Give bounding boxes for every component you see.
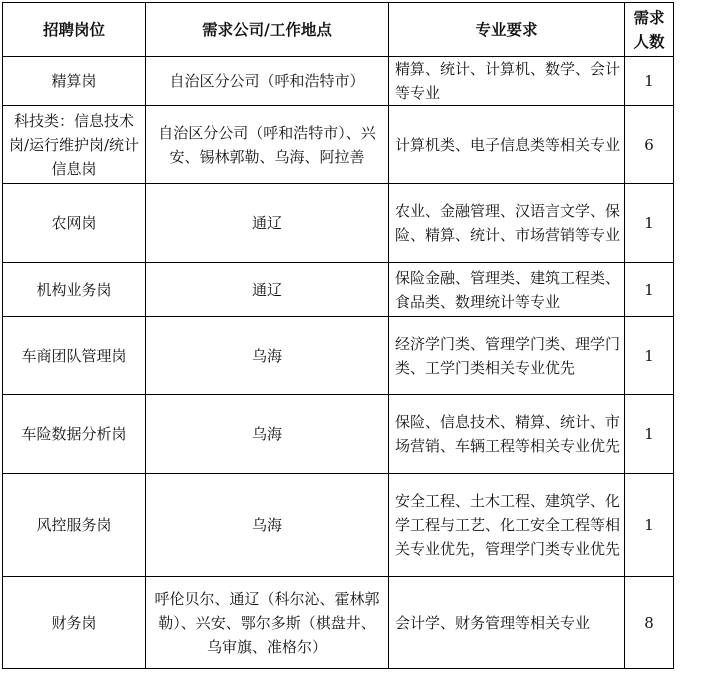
cell-position: 风控服务岗 — [3, 474, 146, 577]
cell-location: 自治区分公司（呼和浩特市）、兴安、锡林郭勒、乌海、阿拉善 — [146, 106, 389, 184]
cell-position: 科技类：信息技术岗/运行维护岗/统计信息岗 — [3, 106, 146, 184]
cell-position: 财务岗 — [3, 577, 146, 669]
header-position: 招聘岗位 — [3, 3, 146, 57]
cell-count: 1 — [625, 57, 674, 106]
cell-count: 1 — [625, 263, 674, 317]
header-row — [3, 3, 674, 57]
header-major: 专业要求 — [389, 3, 625, 57]
header-location: 需求公司/工作地点 — [146, 3, 389, 57]
table-row — [3, 474, 674, 577]
cell-location: 通辽 — [146, 263, 389, 317]
cell-count: 1 — [625, 317, 674, 395]
cell-count: 1 — [625, 474, 674, 577]
cell-location: 乌海 — [146, 474, 389, 577]
cell-position: 农网岗 — [3, 184, 146, 263]
table-row — [3, 106, 674, 184]
table-row — [3, 263, 674, 317]
cell-location: 乌海 — [146, 395, 389, 474]
cell-location: 自治区分公司（呼和浩特市） — [146, 57, 389, 106]
cell-location: 通辽 — [146, 184, 389, 263]
cell-location: 乌海 — [146, 317, 389, 395]
table-row — [3, 57, 674, 106]
cell-location: 呼伦贝尔、通辽（科尔沁、霍林郭勒）、兴安、鄂尔多斯（棋盘井、乌审旗、准格尔） — [146, 577, 389, 669]
cell-position: 车商团队管理岗 — [3, 317, 146, 395]
header-count: 需求人数 — [625, 3, 674, 57]
cell-major: 会计学、财务管理等相关专业 — [389, 577, 625, 669]
cell-count: 8 — [625, 577, 674, 669]
recruitment-table-wrapper — [2, 2, 674, 669]
cell-major: 精算、统计、计算机、数学、会计等专业 — [389, 57, 625, 106]
recruitment-table — [2, 2, 674, 669]
cell-position: 车险数据分析岗 — [3, 395, 146, 474]
cell-major: 保险金融、管理类、建筑工程类、食品类、数理统计等专业 — [389, 263, 625, 317]
cell-count: 6 — [625, 106, 674, 184]
cell-major: 农业、金融管理、汉语言文学、保险、精算、统计、市场营销等专业 — [389, 184, 625, 263]
table-row — [3, 395, 674, 474]
cell-major: 经济学门类、管理学门类、理学门类、工学门类相关专业优先 — [389, 317, 625, 395]
table-row — [3, 317, 674, 395]
cell-position: 机构业务岗 — [3, 263, 146, 317]
table-row — [3, 184, 674, 263]
cell-count: 1 — [625, 395, 674, 474]
cell-count: 1 — [625, 184, 674, 263]
cell-position: 精算岗 — [3, 57, 146, 106]
cell-major: 保险、信息技术、精算、统计、市场营销、车辆工程等相关专业优先 — [389, 395, 625, 474]
cell-major: 计算机类、电子信息类等相关专业 — [389, 106, 625, 184]
table-row — [3, 577, 674, 669]
cell-major: 安全工程、土木工程、建筑学、化学工程与工艺、化工安全工程等相关专业优先，管理学门类专业优先 — [389, 474, 625, 577]
